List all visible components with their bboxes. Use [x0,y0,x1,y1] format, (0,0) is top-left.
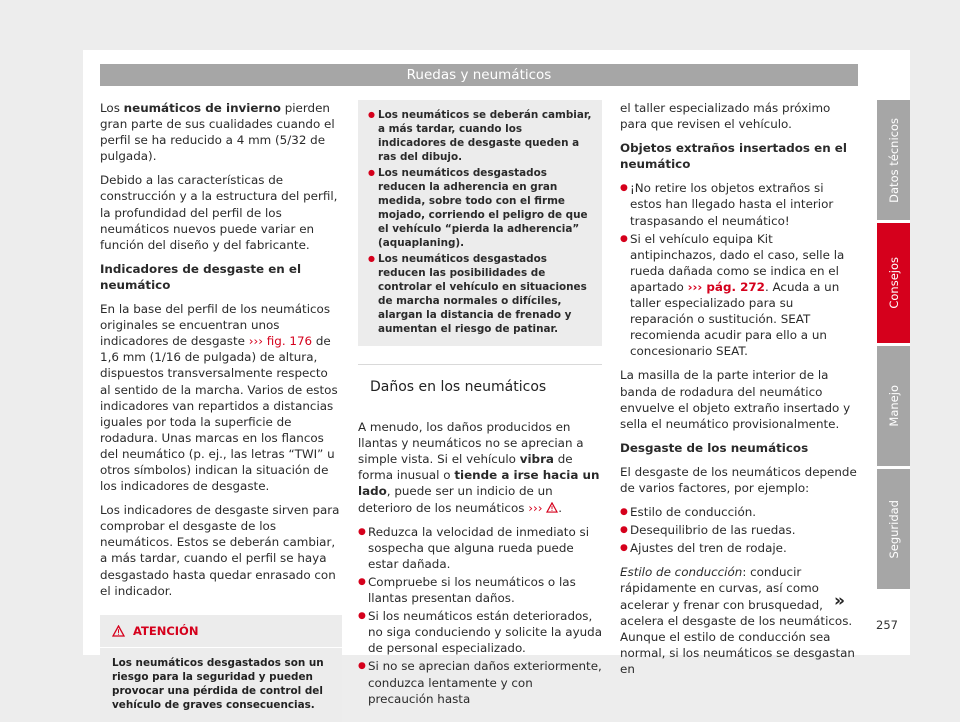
tab-consejos[interactable]: Consejos [877,223,910,343]
list-item: ● Si no se aprecian daños exteriormente, conduzca lentamente y con precaución hasta [358,658,602,706]
driving-style-paragraph: Estilo de conducción: conducir rápidamente en curvas, así como acelerar y frenar con brusquedad, acelera el desgaste de los neumáticos. Aunque el estilo de conducción sea normal, si los neumáticos se desgastan en [620,565,855,676]
list-item: ● Desequilibrio de las ruedas. [620,522,858,538]
figure-link[interactable]: ››› fig. 176 [248,334,313,349]
workshop-paragraph: el taller especializado más próximo para que revisen el vehículo. [620,101,831,132]
warning-text: Los neumáticos desgastados son un riesgo para la seguridad y pueden provocar una pérdida de control del vehículo de graves consecuencias. [112,656,324,711]
warning-box-continued [358,100,602,346]
wear-indicators-paragraph: En la base del perfil de los neumáticos originales se encuentran unos indicadores de desgaste ››› fig. 176 de 1,6 mm (1/16 de pulgada) de altura, dispuestos transversalmente respecto al sentido de la marcha. Varios de estos indicadores van repartidos a distancias iguales por toda la superficie de rodadura. Unas marcas en los flancos del neumático (p. ej., las letras “TWI” u otros símbolos) indican la situación de los indicadores de desgaste. [100,302,338,494]
chapter-tabs [877,100,910,592]
continue-mark: » [834,591,845,611]
section-header: Ruedas y neumáticos [100,64,858,86]
tyre-damage-paragraph: A menudo, los daños producidos en llantas y neumáticos no se aprecian a simple vista. Si el vehículo vibra de forma inusual o tiende a irse hacia un lado, puede ser un indicio de un deterioro de los neumáticos ››› . [358,420,600,515]
list-item: ● Ajustes del tren de rodaje. [620,540,858,556]
winter-tyres-term: neumáticos de invierno [123,101,281,115]
tab-seguridad[interactable]: Seguridad [877,469,910,589]
column-1 [100,100,342,722]
tyre-wear-heading: Desgaste de los neumáticos [620,440,809,455]
warning-box [100,615,342,722]
list-item: ● Si el vehículo equipa Kit antipinchazos, dado el caso, selle la rueda dañada como se indica en el apartado ››› pág. 272. Acuda a un taller especializado para su reparación o sustitución. SEAT recomienda acudir para ello a un concesionario SEAT. [620,231,858,360]
column-3 [620,100,858,685]
column-2 [358,100,602,709]
sealant-paragraph: La masilla de la parte interior de la banda de rodadura del neumático envuelve el objeto extraño insertado y sella el neumático provisionalmente. [620,368,851,431]
list-item: ● Estilo de conducción. [620,504,858,520]
tread-depth-paragraph: Debido a las características de construcción y a la estructura del perfil, la profundidad del perfil de los neumáticos nuevos puede variar en función del diseño y del fabricante. [100,173,338,252]
list-item: ● Si los neumáticos están deteriorados, no siga conduciendo y solicite la ayuda de personal especializado. [358,608,602,656]
warning-triangle-icon[interactable] [546,502,558,513]
winter-tyres-paragraph: Los neumáticos de invierno pierden gran parte de sus cualidades cuando el perfil se ha reducido a 4 mm (5/32 de pulgada). [100,101,335,164]
tyre-damage-heading: Daños en los neumáticos [358,364,602,409]
warning-link[interactable]: ››› [528,500,543,515]
foreign-objects-heading: Objetos extraños insertados en el neumático [620,141,847,172]
tab-manejo[interactable]: Manejo [877,346,910,466]
warning-bullet: ● Los neumáticos desgastados reducen la adherencia en gran medida, sobre todo con el firme mojado, corriendo el peligro de que el vehículo “pierda la adherencia” (aquaplaning). [368,166,592,250]
list-item: ● ¡No retire los objetos extraños si estos han llegado hasta el interior traspasando el neumático! [620,180,858,228]
wear-indicators-heading: Indicadores de desgaste en el neumático [100,261,302,292]
tyre-wear-intro: El desgaste de los neumáticos depende de varios factores, por ejemplo: [620,464,857,495]
warning-triangle-icon [112,625,125,637]
list-item: ● Reduzca la velocidad de inmediato si sospecha que alguna rueda puede estar dañada. [358,524,602,572]
wear-indicators-usage-paragraph: Los indicadores de desgaste sirven para comprobar el desgaste de los neumáticos. Estos se deberán cambiar, a más tardar, cuando el perfil se haya desgastado hasta quedar enrasado con el indicador. [100,503,340,598]
warning-title: ATENCIÓN [100,615,342,648]
list-item: ● Compruebe si los neumáticos o las llantas presentan daños. [358,574,602,606]
page-link[interactable]: ››› pág. 272 [687,279,765,294]
tab-datos-tecnicos[interactable]: Datos técnicos [877,100,910,220]
page-number: 257 [876,618,898,632]
warning-bullet: ● Los neumáticos desgastados reducen las posibilidades de controlar el vehículo en situaciones de marcha normales o difíciles, alargan la distancia de frenado y aumentan el riesgo de patinar. [368,252,592,336]
warning-bullet: ● Los neumáticos se deberán cambiar, a más tardar, cuando los indicadores de desgaste queden a ras del dibujo. [368,108,592,164]
